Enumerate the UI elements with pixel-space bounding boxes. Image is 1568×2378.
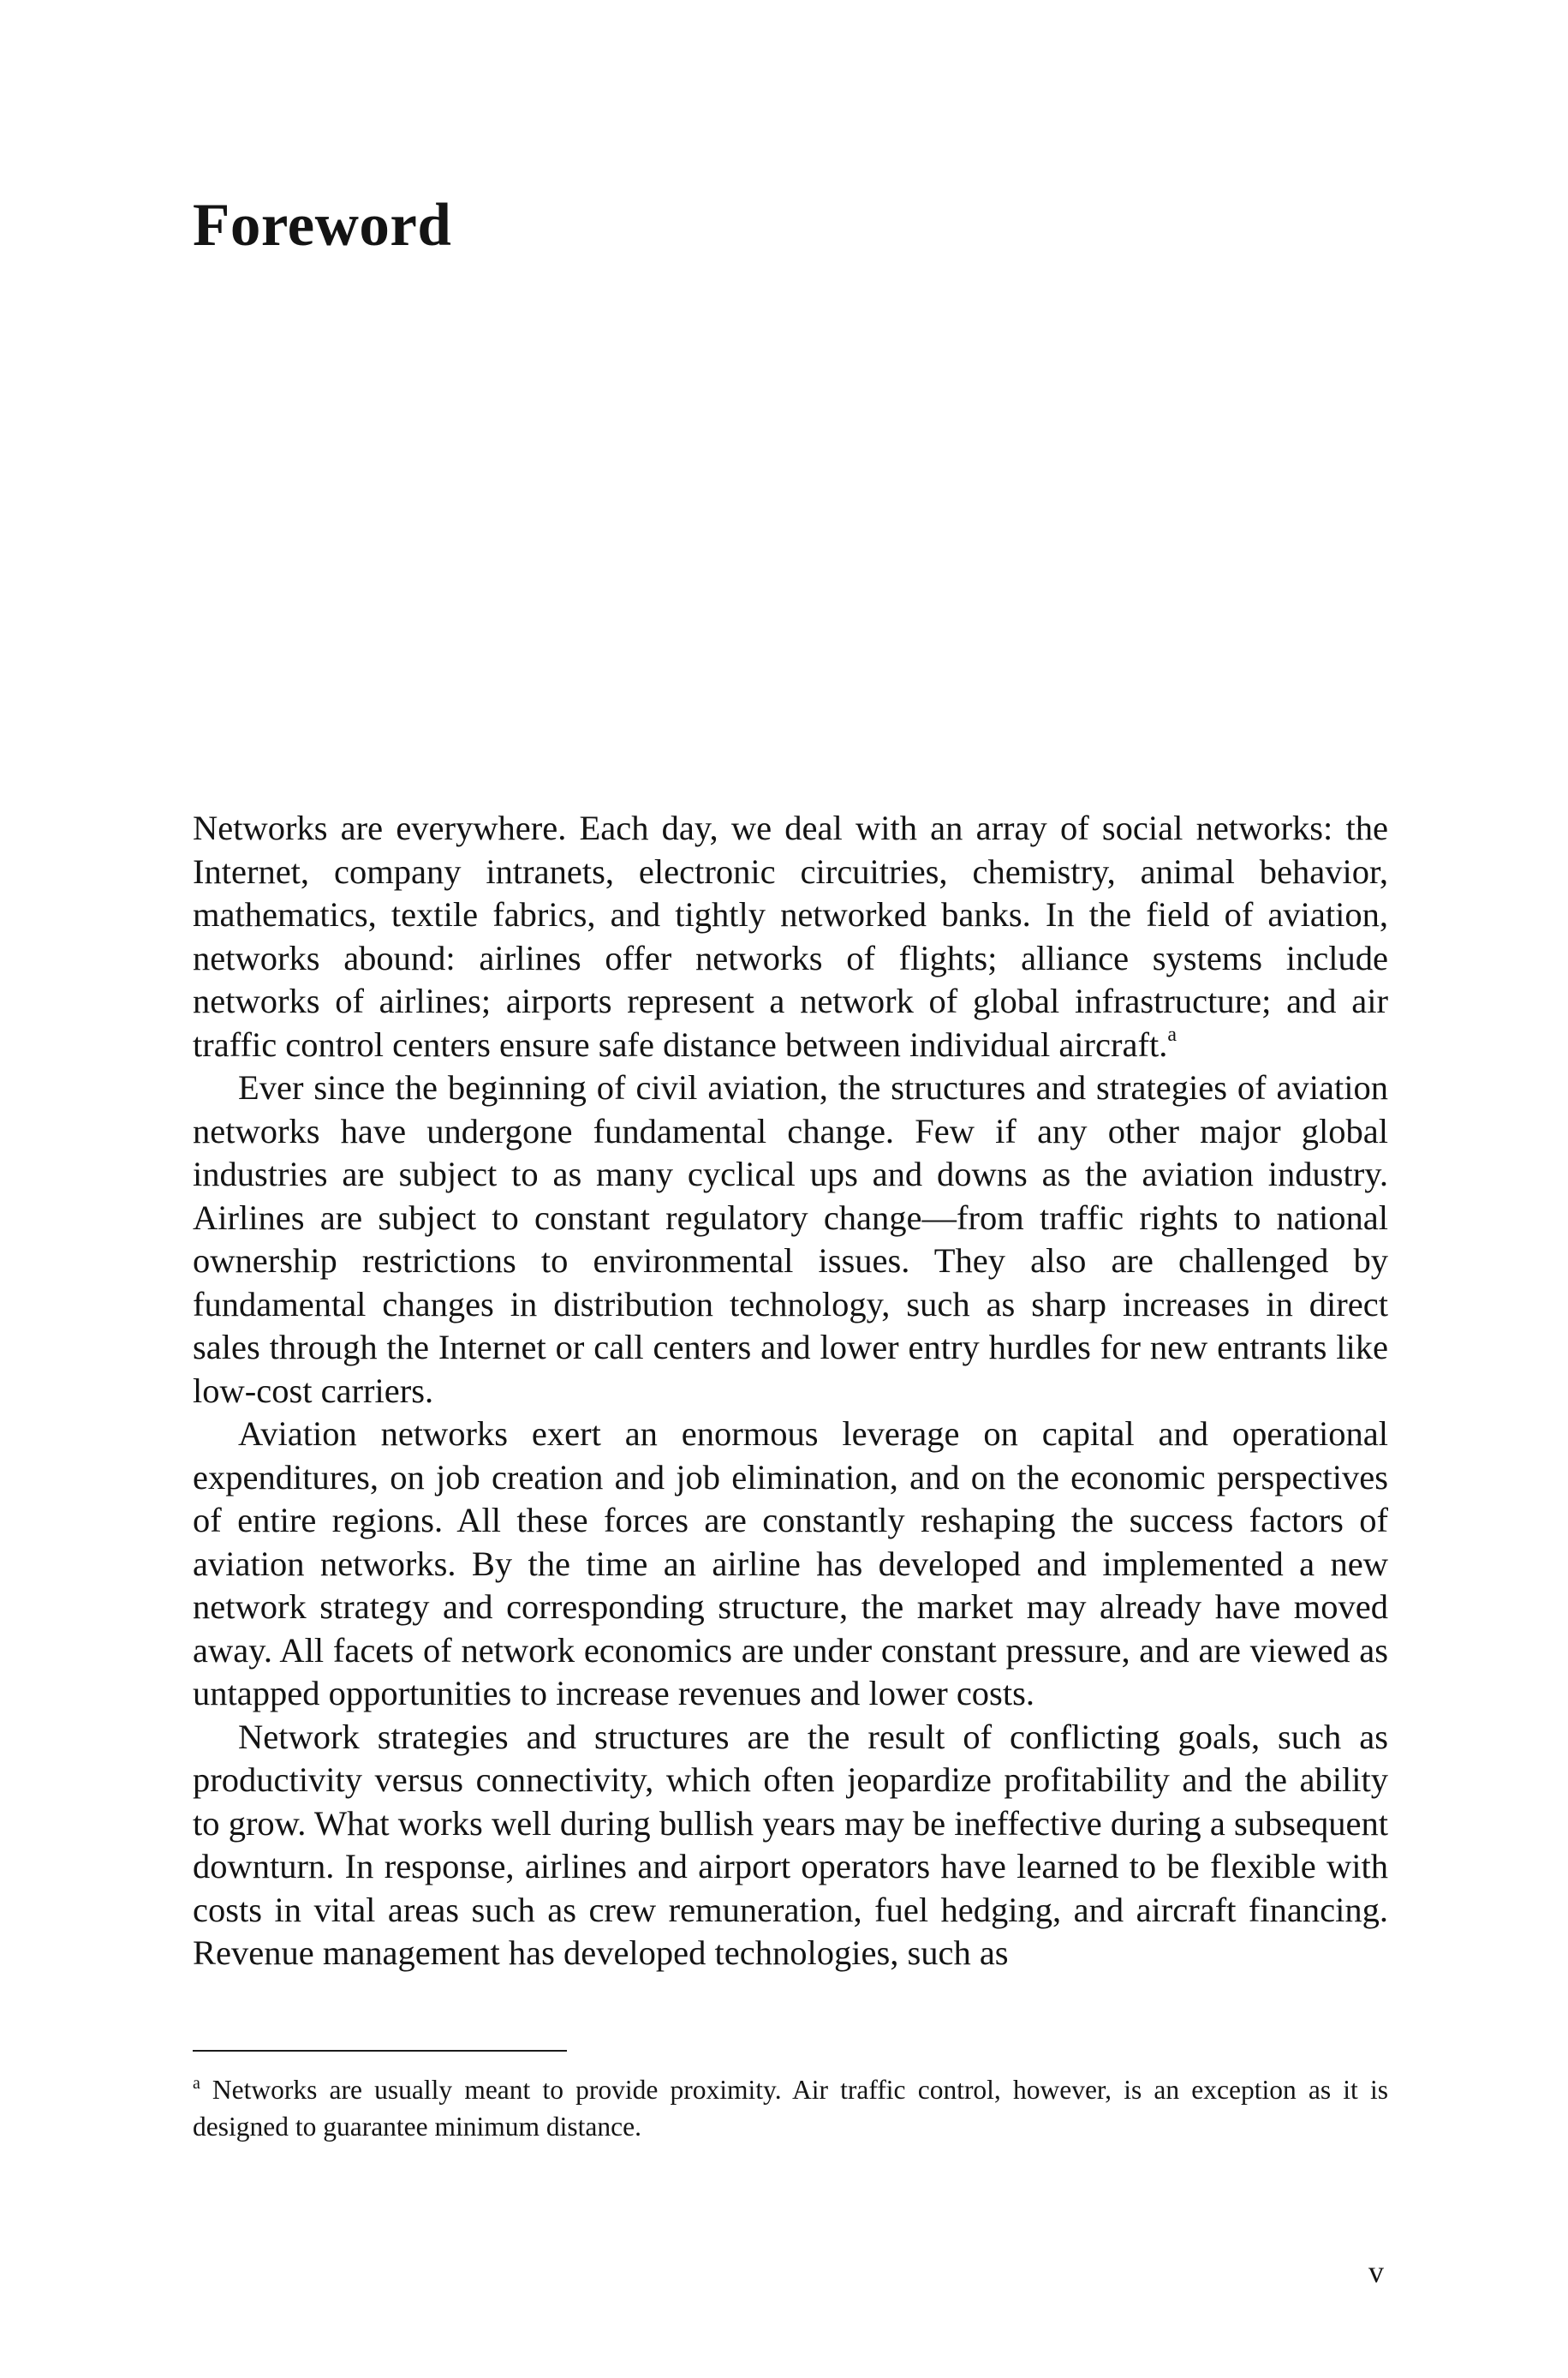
paragraph: Network strategies and structures are the result of conflicting goals, such as productivity versus connectivity, which often jeopardize profitability and the ability to grow. What works well during bullish years may be ineffective during a subsequent downturn. In response, airlines and airport operators have learned to be flexible with costs in vital areas such as crew remuneration, fuel hedging, and aircraft financing. Revenue management has developed technologies, such as [193,1717,1388,1972]
footnote-divider [193,2050,567,2052]
chapter-title: Foreword [193,192,452,259]
footnote-reference: a [1167,1023,1177,1046]
page-number: v [1368,2255,1384,2289]
paragraph-text: Networks are everywhere. Each day, we deal with an array of social networks: the Internet, company intranets, electronic circuitries, chemistry, animal behavior, mathematics, textile fabrics, and tightly networked banks. In the field of aviation, networks abound: airlines offer networks of flights; alliance systems include networks of airlines; airports represent a network of global infrastructure; and air traffic control centers ensure safe distance between individual aircraft. [193,809,1388,1064]
paragraph: Aviation networks exert an enormous leverage on capital and operational expenditures, on job creation and job elimination, and on the economic perspectives of entire regions. All these forces are constantly reshaping the success factors of aviation networks. By the time an airline has developed and implemented a new network strategy and corresponding structure, the market may already have moved away. All facets of network economics are under constant pressure, and are viewed as untapped opportunities to increase revenues and lower costs. [193,1414,1388,1712]
paragraph: Ever since the beginning of civil aviation, the structures and strategies of aviation networks have undergone fundamental change. Few if any other major global industries are subject to as many cyclical ups and downs as the aviation industry. Airlines are subject to constant regulatory change—from traffic rights to national ownership restrictions to environmental issues. They also are challenged by fundamental changes in distribution technology, such as sharp increases in direct sales through the Internet or call centers and lower entry hurdles for new entrants like low-cost carriers. [193,1068,1388,1410]
body-text [193,807,1388,1975]
footnote-marker: a [193,2074,200,2093]
footnote [193,2071,1388,2145]
paragraph [193,807,1388,1067]
footnote-text: Networks are usually meant to provide proximity. Air traffic control, however, is an exception as it is designed to guarantee minimum distance. [193,2075,1388,2142]
